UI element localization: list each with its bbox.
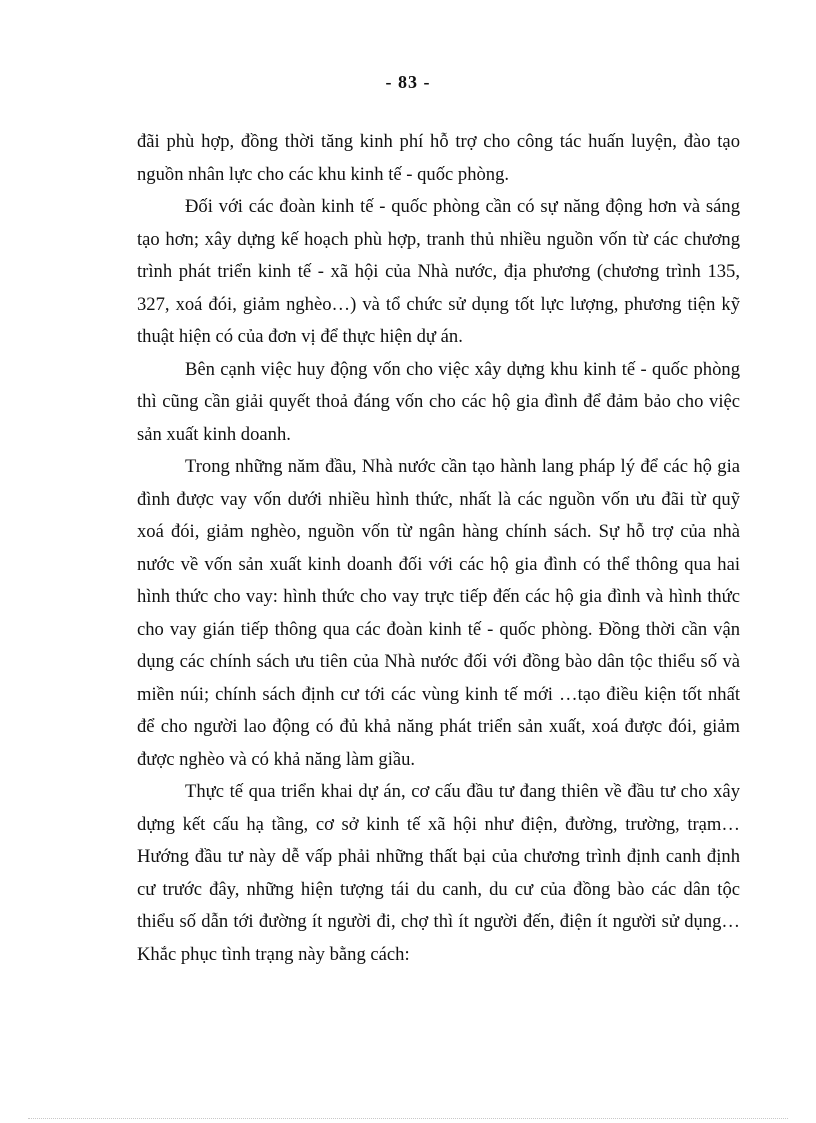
page-number: - 83 - [385, 72, 431, 92]
body-text [137, 126, 740, 971]
paragraph-loan-policy: Trong những năm đầu, Nhà nước cần tạo hành lang pháp lý để các hộ gia đình được vay vốn dưới nhiều hình thức, nhất là các nguồn vốn ưu đãi từ quỹ xoá đói, giảm nghèo, nguồn vốn từ ngân hàng chính sách. Sự hỗ trợ của nhà nước về vốn sản xuất kinh doanh đối với các hộ gia đình có thể thông qua hai hình thức cho vay: hình thức cho vay trực tiếp đến các hộ gia đình và hình thức cho vay gián tiếp thông qua các đoàn kinh tế - quốc phòng. Đồng thời cần vận dụng các chính sách ưu tiên của Nhà nước đối với đồng bào dân tộc thiểu số và miền núi; chính sách định cư tới các vùng kinh tế mới …tạo điều kiện tốt nhất để cho người lao động có đủ khả năng phát triển sản xuất, xoá được đói, giảm được nghèo và có khả năng làm giầu. [137, 456, 740, 770]
paragraph-continuation: đãi phù hợp, đồng thời tăng kinh phí hỗ trợ cho công tác huấn luyện, đào tạo nguồn nhân lực cho các khu kinh tế - quốc phòng. [137, 131, 740, 185]
paragraph-investment-structure: Thực tế qua triển khai dự án, cơ cấu đầu tư đang thiên về đầu tư cho xây dựng kết cấu hạ tầng, cơ sở kinh tế xã hội như điện, đường, trường, trạm…Hướng đầu tư này dễ vấp phải những thất bại của chương trình định canh định cư trước đây, những hiện tượng tái du canh, du cư của đồng bào các dân tộc thiểu số dẫn tới đường ít người đi, chợ thì ít người đến, điện ít người sử dụng…Khắc phục tình trạng này bằng cách: [137, 781, 740, 965]
paragraph-household-capital: Bên cạnh việc huy động vốn cho việc xây dựng khu kinh tế - quốc phòng thì cũng cần giải quyết thoả đáng vốn cho các hộ gia đình để đảm bảo cho việc sản xuất kinh doanh. [137, 358, 740, 445]
page-bottom-divider [28, 1118, 788, 1119]
paragraph-economic-defense-groups: Đối với các đoàn kinh tế - quốc phòng cần có sự năng động hơn và sáng tạo hơn; xây dựng kế hoạch phù hợp, tranh thủ nhiều nguồn vốn từ các chương trình phát triển kinh tế - xã hội của Nhà nước, địa phương (chương trình 135, 327, xoá đói, giảm nghèo…) và tổ chức sử dụng tốt lực lượng, phương tiện kỹ thuật hiện có của đơn vị để thực hiện dự án. [137, 196, 740, 347]
